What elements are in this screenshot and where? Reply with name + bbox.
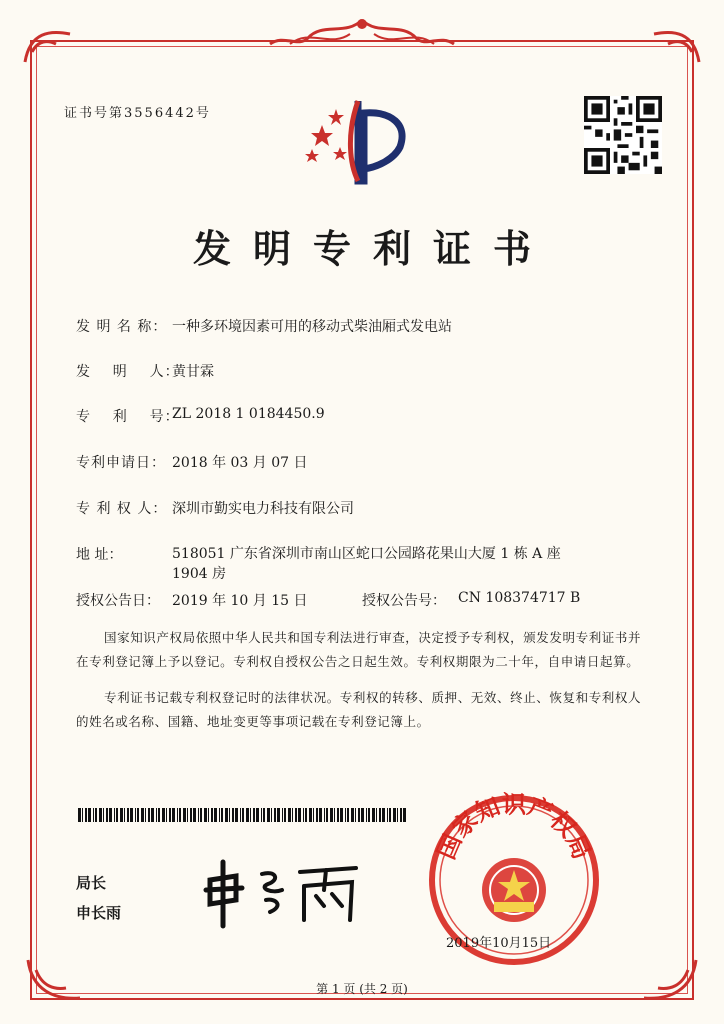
top-ornament (250, 14, 474, 54)
qr-code (584, 96, 662, 174)
address-row (76, 544, 596, 584)
grant-number-value: CN 108374717 B (458, 590, 581, 606)
barcode (78, 808, 408, 822)
seal-date: 2019年10月15日 (446, 936, 552, 951)
address-label: 地 址： (76, 547, 123, 563)
patent-number-label: 专 利 号： (76, 409, 180, 425)
patent-number-row (76, 406, 325, 426)
director-title: 局长 (76, 874, 107, 892)
patent-number-value: ZL 2018 1 0184450.9 (172, 406, 325, 422)
director-name: 申长雨 (76, 904, 122, 922)
corner-ornament-top-left (20, 22, 80, 72)
address-value: 518051 广东省深圳市南山区蛇口公园路花果山大厦 1 栋 A 座 1904 房 (172, 546, 561, 582)
certificate-number: 证书号第3556442号 (64, 106, 211, 121)
legal-paragraph-1: 国家知识产权局依照中华人民共和国专利法进行审查，决定授予专利权，颁发发明专利证书并在专利登记簿上予以登记。专利权自授权公告之日起生效。专利权期限为二十年，自申请日起算。 (76, 630, 642, 669)
corner-ornament-top-right (644, 22, 704, 72)
page-number: 第 1 页 (共 2 页) (316, 982, 408, 996)
inventor-label: 发 明 人： (76, 364, 180, 380)
inventor-row (76, 361, 214, 381)
grant-date-label: 授权公告日： (76, 593, 160, 609)
filing-date-label: 专利申请日： (76, 455, 166, 471)
inventor-value: 黄甘霖 (172, 364, 214, 380)
filing-date-value: 2018 年 03 月 07 日 (172, 455, 308, 471)
invention-name-label: 发 明 名 称： (76, 319, 168, 335)
patentee-value: 深圳市勤实电力科技有限公司 (172, 501, 354, 517)
seal-text: 国家知识产权局 (432, 790, 596, 864)
certificate-title: 发明专利证书 (192, 226, 553, 271)
grant-number-row (362, 590, 580, 610)
handwritten-signature (196, 850, 366, 930)
patentee-row (76, 498, 354, 518)
svg-text:国家知识产权局 (432, 790, 596, 863)
grant-number-label: 授权公告号： (362, 593, 446, 609)
invention-name-value: 一种多环境因素可用的移动式柴油厢式发电站 (172, 319, 452, 335)
grant-date-value: 2019 年 10 月 15 日 (172, 593, 308, 609)
invention-name-row (76, 316, 452, 336)
grant-date-row (76, 590, 308, 610)
filing-date-row (76, 452, 308, 472)
legal-paragraph-2: 专利证书记载专利权登记时的法律状况。专利权的转移、质押、无效、终止、恢复和专利权人的姓名或名称、国籍、地址变更等事项记载在专利登记簿上。 (76, 690, 642, 729)
patentee-label: 专 利 权 人： (76, 501, 168, 517)
patent-office-emblem-icon (300, 95, 430, 185)
